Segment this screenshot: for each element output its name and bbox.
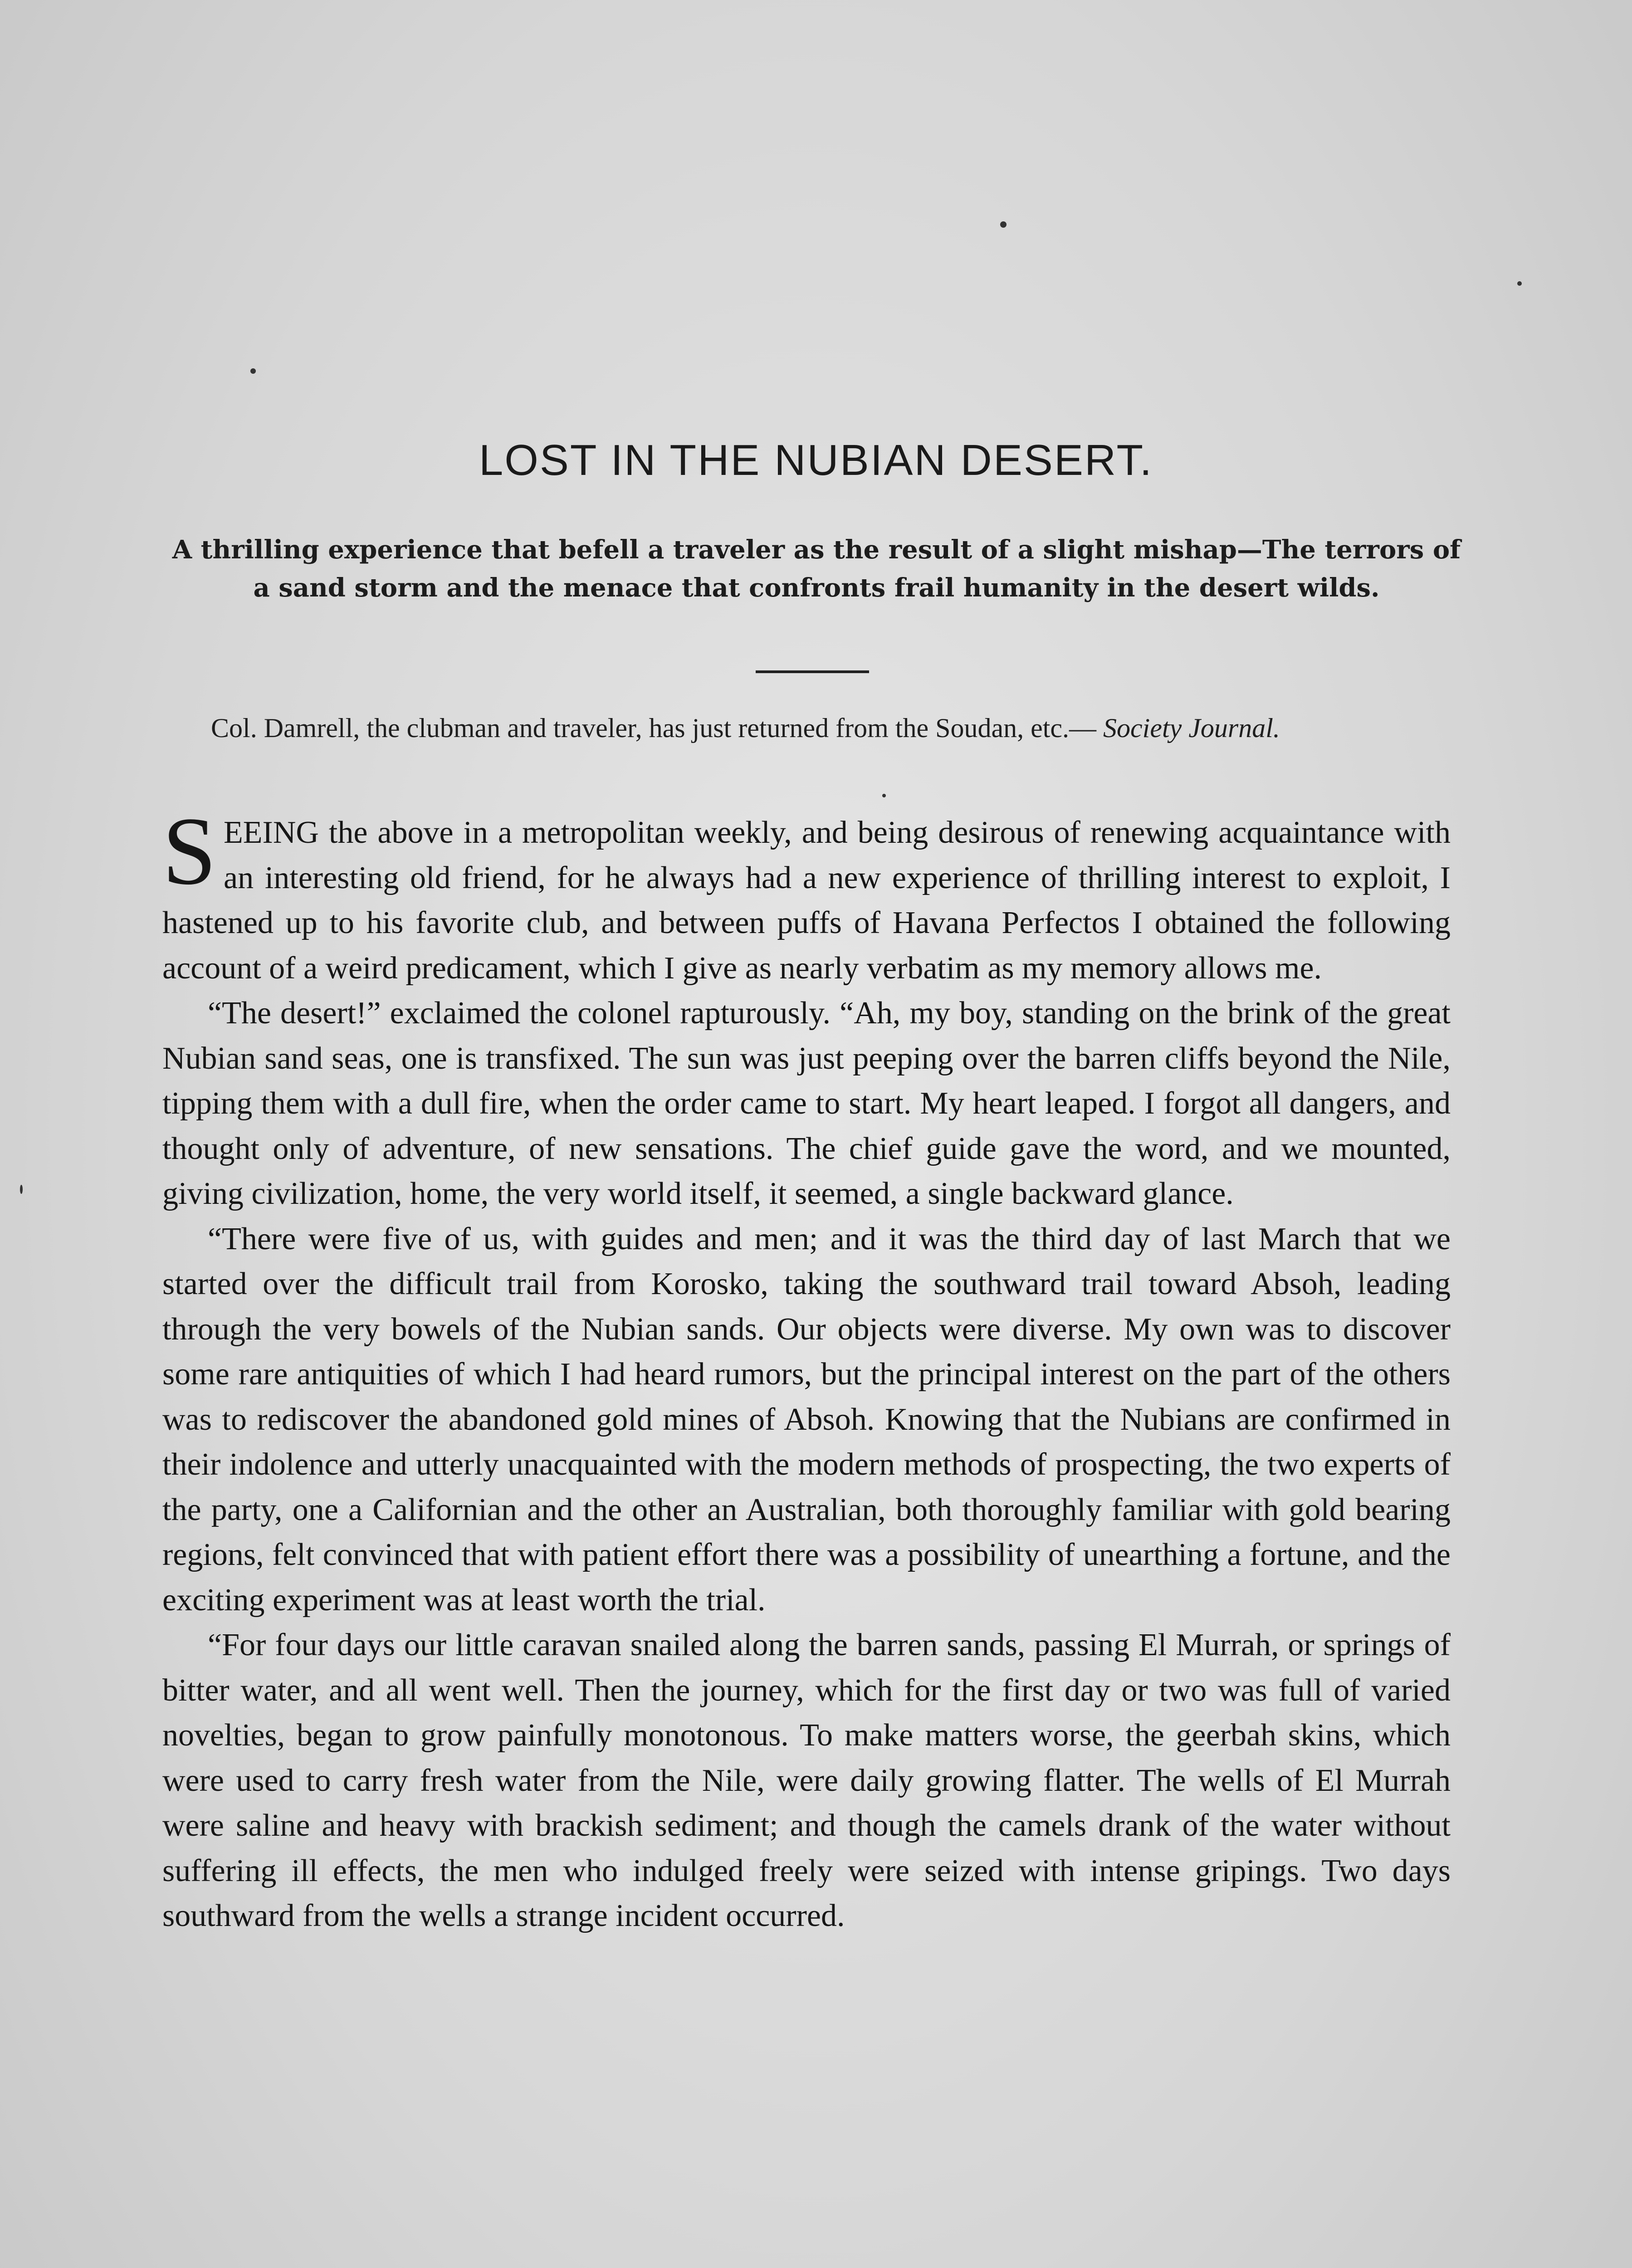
source-publication: Society Journal. xyxy=(1103,713,1280,743)
scan-speck xyxy=(882,794,886,797)
drop-cap: S xyxy=(162,797,217,905)
paragraph-1-text: EEING the above in a metropolitan weekly, and being desirous of renewing acquaintance with an interesting old friend, for he always had a new experience of thrilling interest to exploit, I hastened up to his favorite club, and between puffs of Havana Perfectos I obtained the following account of a weird predicament, which I give as nearly verbatim as my memory allows me. xyxy=(162,815,1451,986)
scan-speck xyxy=(250,368,256,374)
paragraph-4: “For four days our little caravan snailed along the barren sands, passing El Murrah, or springs of bitter water, and all went well. Then the journey, which for the first day or two was full of varied novelties, began to grow painfully monotonous. To make matters worse, the geerbah skins, which were used to carry fresh water from the Nile, were daily growing flatter. The wells of El Murrah were saline and heavy with brackish sediment; and though the camels drank of the water without suffering ill effects, the men who indulged freely were seized with intense gripings. Two days southward from the wells a strange incident occurred. xyxy=(162,1628,1451,1933)
article-body xyxy=(162,797,1451,1939)
source-note xyxy=(166,707,1449,749)
scan-speck xyxy=(1000,221,1007,228)
article-deck: A thrilling experience that befell a traveler as the result of a slight mishap—The terrors of a sand storm and the menace that confronts frail humanity in the desert wilds. xyxy=(172,535,1461,603)
paragraph-1 xyxy=(162,797,1451,991)
scan-speck xyxy=(1517,281,1522,286)
title-divider xyxy=(756,670,869,673)
paragraph-3: “There were five of us, with guides and men; and it was the third day of last March that we started over the difficult trail from Korosko, taking the southward trail toward Absoh, leading through the very bowels of the Nubian sands. Our objects were diverse. My own was to discover some rare antiquities of which I had heard rumors, but the principal interest on the part of the others was to rediscover the abandoned gold mines of Absoh. Knowing that the Nubians are confirmed in their indolence and utterly unacquainted with the modern methods of prospecting, the two experts of the party, one a Californian and the other an Australian, both thoroughly familiar with gold bearing regions, felt convinced that with patient effort there was a possibility of unearthing a fortune, and the exciting experiment was at least worth the trial. xyxy=(162,1221,1451,1618)
source-note-text: Col. Damrell, the clubman and traveler, has just returned from the Soudan, etc.— xyxy=(211,713,1097,743)
paragraph-2: “The desert!” exclaimed the colonel rapturously. “Ah, my boy, standing on the brink of the great Nubian sand seas, one is transfixed. The sun was just peeping over the barren cliffs beyond the Nile, tipping them with a dull fire, when the order came to start. My heart leaped. I forgot all dangers, and thought only of adventure, of new sensations. The chief guide gave the word, and we mounted, giving civilization, home, the very world itself, it seemed, a single backward glance. xyxy=(162,996,1451,1211)
article-title: LOST IN THE NUBIAN DESERT. xyxy=(479,436,1153,484)
scan-speck xyxy=(20,1185,23,1194)
